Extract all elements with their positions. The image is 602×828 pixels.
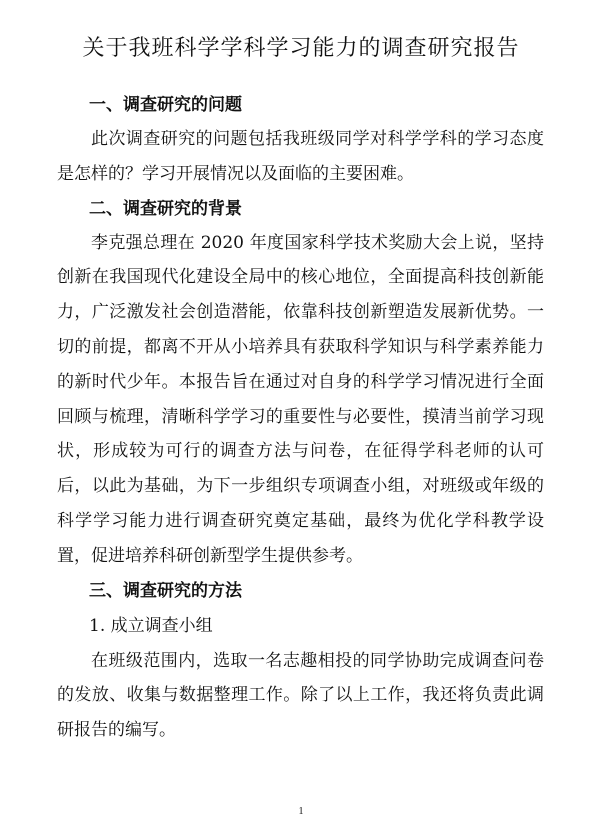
section-heading: 一、调查研究的问题 — [89, 95, 242, 115]
section-problem — [57, 88, 544, 192]
section-background — [57, 192, 544, 574]
subsection-heading: 1. 成立调查小组 — [89, 615, 213, 636]
paragraph: 在班级范围内，选取一名志趣相投的同学协助完成调查问卷的发放、收集与数据整理工作。除了以上工作，我还将负责此调研报告的编写。 — [57, 650, 544, 741]
page-number: 1 — [298, 806, 304, 817]
document-title: 关于我班科学学科学习能力的调查研究报告 — [82, 36, 520, 61]
section-heading: 三、调查研究的方法 — [89, 580, 242, 601]
document-body — [57, 88, 544, 748]
section-method — [57, 574, 544, 748]
paragraph: 李克强总理在 2020 年度国家科学技术奖励大会上说，坚持创新在我国现代化建设全局中的核心地位，全面提高科技创新能力，广泛激发社会创造潜能，依靠科技创新塑造发展新优势。一切的前提，都离不开从小培养具有获取科学知识与科学素养能力的新时代少年。本报告旨在通过对自身的科学学习情况进行全面回顾与梳理，清晰科学学习的重要性与必要性，摸清当前学习现状，形成较为可行的调查方法与问卷，在征得学科老师的认可后，以此为基础，为下一步组织专项调查小组，对班级或年级的科学学习能力进行调查研究奠定基础，最终为优化学科教学设置，促进培养科研创新型学生提供参考。 — [57, 232, 544, 566]
section-heading: 二、调查研究的背景 — [89, 198, 242, 219]
paragraph: 此次调查研究的问题包括我班级同学对科学学科的学习态度是怎样的？学习开展情况以及面临的主要困难。 — [57, 129, 544, 184]
